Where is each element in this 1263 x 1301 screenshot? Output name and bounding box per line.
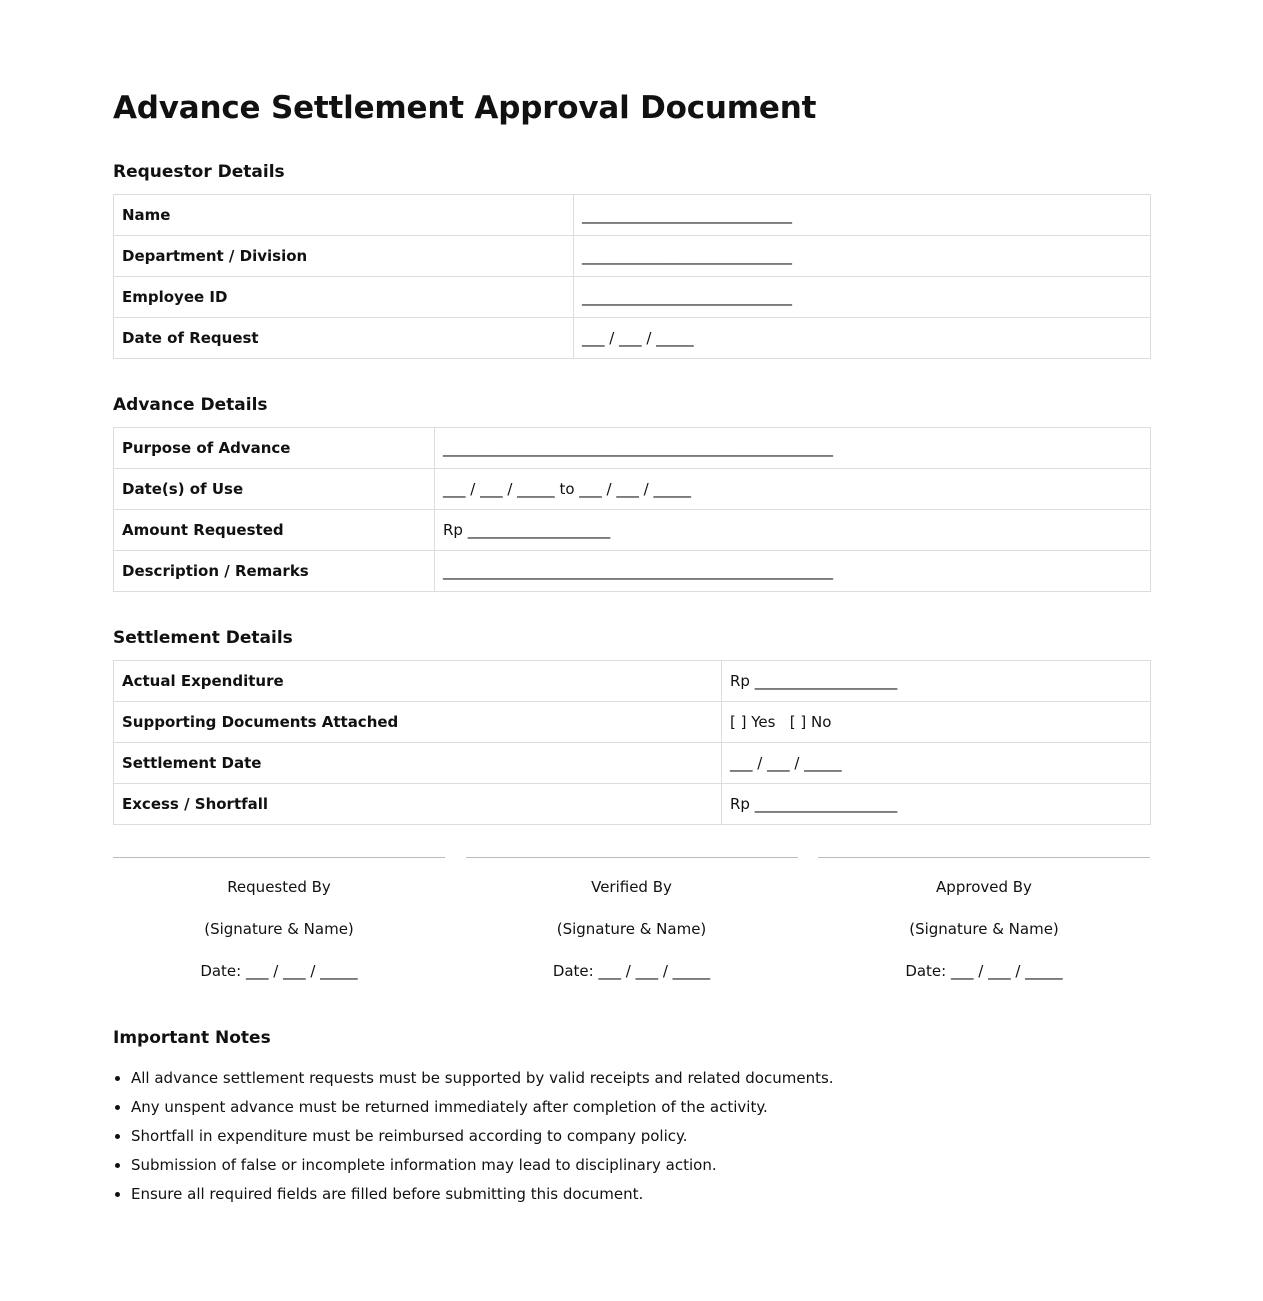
list-item: • Shortfall in expenditure must be reimbursed according to company policy. [131, 1122, 1150, 1151]
table-row [114, 510, 1151, 551]
signature-line[interactable] [113, 857, 445, 858]
excess-shortfall-label: Excess / Shortfall [114, 784, 722, 825]
signature-line[interactable] [466, 857, 798, 858]
employee-id-field[interactable]: ____________________________ [574, 277, 1151, 318]
table-row [114, 318, 1151, 359]
table-row [114, 743, 1151, 784]
actual-expenditure-field[interactable]: Rp ___________________ [722, 661, 1151, 702]
table-row [114, 784, 1151, 825]
purpose-label: Purpose of Advance [114, 428, 435, 469]
dates-of-use-label: Date(s) of Use [114, 469, 435, 510]
list-item: • All advance settlement requests must be supported by valid receipts and related documents. [131, 1064, 1150, 1093]
amount-requested-field[interactable]: Rp ___________________ [435, 510, 1151, 551]
requested-by-signature-caption: (Signature & Name) [204, 920, 354, 938]
department-label: Department / Division [114, 236, 574, 277]
approved-by-date: Date: ___ / ___ / _____ [905, 962, 1063, 980]
signature-line[interactable] [818, 857, 1150, 858]
name-field[interactable]: ____________________________ [574, 195, 1151, 236]
excess-shortfall-field[interactable]: Rp ___________________ [722, 784, 1151, 825]
requestor-details-heading: Requestor Details [113, 162, 285, 182]
actual-expenditure-label: Actual Expenditure [114, 661, 722, 702]
purpose-field[interactable]: ____________________________________________________ [435, 428, 1151, 469]
date-of-request-field[interactable]: ___ / ___ / _____ [574, 318, 1151, 359]
amount-requested-label: Amount Requested [114, 510, 435, 551]
dates-of-use-field[interactable]: ___ / ___ / _____ to ___ / ___ / _____ [435, 469, 1151, 510]
supporting-documents-field[interactable]: [ ] Yes [ ] No [722, 702, 1151, 743]
requestor-details-table [113, 194, 1151, 359]
advance-details-table [113, 427, 1151, 592]
document-title: Advance Settlement Approval Document [113, 90, 817, 126]
verified-by-date: Date: ___ / ___ / _____ [552, 962, 711, 980]
table-row [114, 702, 1151, 743]
table-row [114, 277, 1151, 318]
important-notes-heading: Important Notes [113, 1028, 271, 1048]
requested-by-role: Requested By [227, 878, 331, 896]
settlement-details-heading: Settlement Details [113, 628, 293, 648]
table-row [114, 195, 1151, 236]
notes-list [113, 1064, 1150, 1209]
settlement-date-field[interactable]: ___ / ___ / _____ [722, 743, 1151, 784]
date-of-request-label: Date of Request [114, 318, 574, 359]
verified-by-role: Verified By [591, 878, 672, 896]
requested-by-block [113, 857, 445, 1002]
settlement-date-label: Settlement Date [114, 743, 722, 784]
verified-by-block [466, 857, 798, 1002]
approved-by-block [818, 857, 1150, 1002]
list-item: • Submission of false or incomplete information may lead to disciplinary action. [131, 1151, 1150, 1180]
advance-details-heading: Advance Details [113, 395, 268, 415]
table-row [114, 551, 1151, 592]
approved-by-signature-caption: (Signature & Name) [909, 920, 1059, 938]
description-field[interactable]: ____________________________________________________ [435, 551, 1151, 592]
table-row [114, 428, 1151, 469]
name-label: Name [114, 195, 574, 236]
employee-id-label: Employee ID [114, 277, 574, 318]
table-row [114, 236, 1151, 277]
requested-by-date: Date: ___ / ___ / _____ [200, 962, 358, 980]
table-row [114, 661, 1151, 702]
signature-section [113, 857, 1150, 1002]
settlement-details-table [113, 660, 1151, 825]
approved-by-role: Approved By [936, 878, 1032, 896]
verified-by-signature-caption: (Signature & Name) [556, 920, 707, 938]
supporting-documents-label: Supporting Documents Attached [114, 702, 722, 743]
list-item: • Any unspent advance must be returned immediately after completion of the activity. [131, 1093, 1150, 1122]
list-item: • Ensure all required fields are filled before submitting this document. [131, 1180, 1150, 1209]
description-label: Description / Remarks [114, 551, 435, 592]
document [113, 88, 1150, 1209]
table-row [114, 469, 1151, 510]
department-field[interactable]: ____________________________ [574, 236, 1151, 277]
